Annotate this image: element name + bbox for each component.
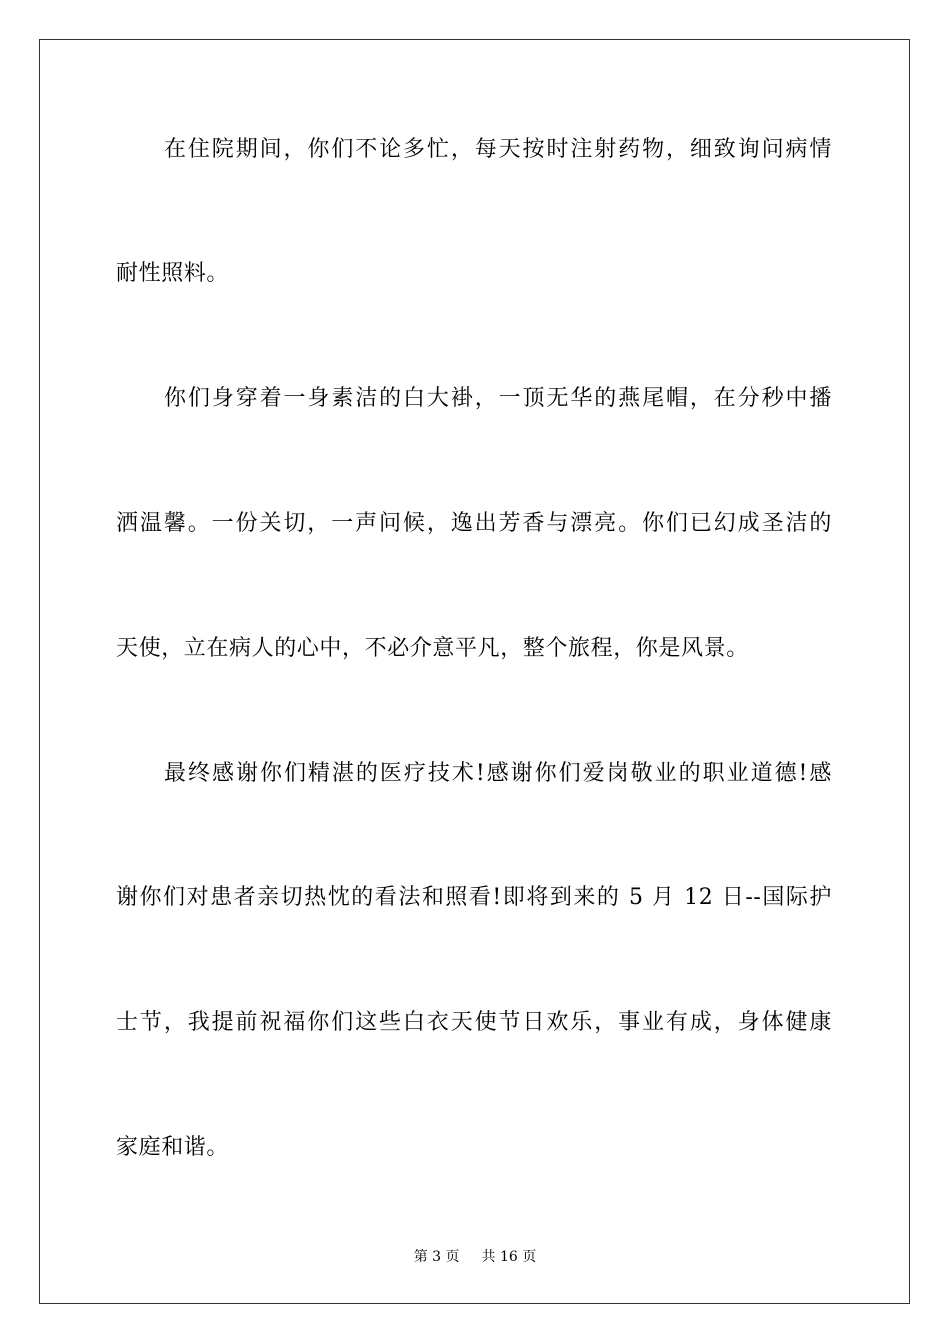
page-number: 第 3 页 [413,1249,460,1265]
paragraph-line: 耐性照料。 [116,261,230,286]
paragraph-line: 家庭和谐。 [116,1135,230,1160]
paragraph-line: 士节，我提前祝福你们这些白衣天使节日欢乐，事业有成，身体健康 [116,1010,832,1035]
paragraph-line: 你们身穿着一身素洁的白大褂，一顶无华的燕尾帽，在分秒中播 [164,386,832,411]
paragraph-line: 最终感谢你们精湛的医疗技术!感谢你们爱岗敬业的职业道德!感 [164,761,832,786]
page-footer [0,1248,950,1266]
paragraph-line: 天使，立在病人的心中，不必介意平凡，整个旅程，你是风景。 [116,636,749,661]
page-total: 共 16 页 [481,1249,537,1265]
page-frame [39,39,910,1304]
paragraph-line: 洒温馨。一份关切，一声问候，逸出芳香与漂亮。你们已幻成圣洁的 [116,511,832,536]
paragraph-line: 在住院期间，你们不论多忙，每天按时注射药物，细致询问病情 [164,137,832,162]
paragraph-line: 谢你们对患者亲切热忱的看法和照看!即将到来的 5 月 12 日--国际护 [116,885,832,910]
